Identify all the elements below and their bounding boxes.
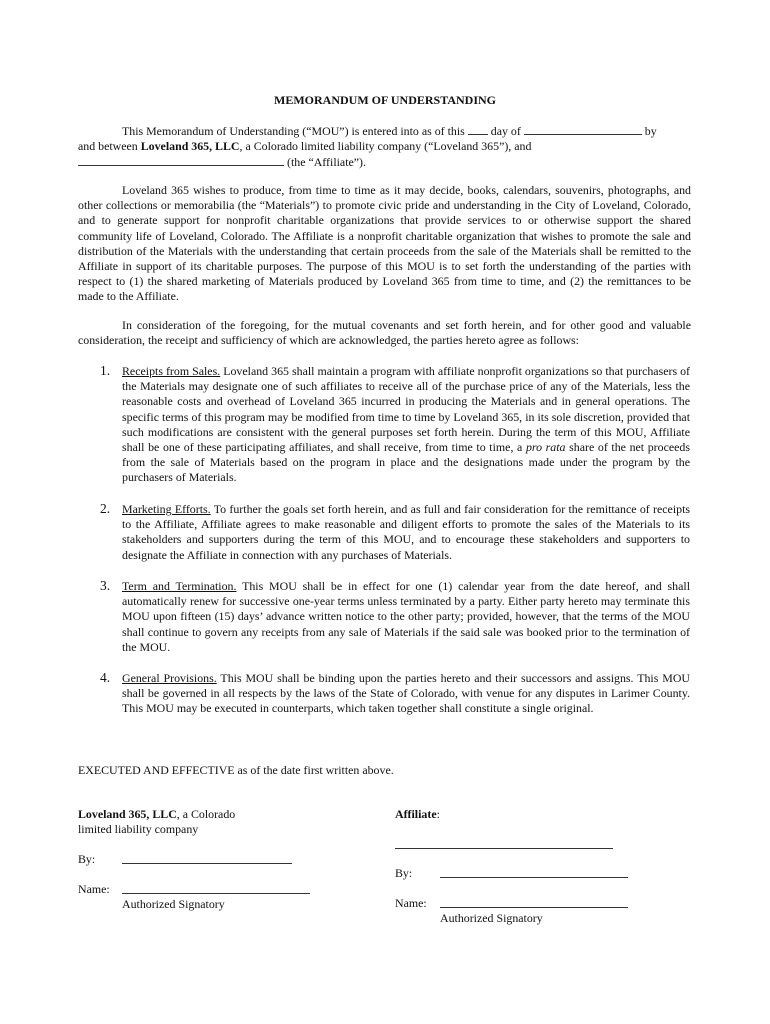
item-3-text: This MOU shall be in effect for one (1) calendar year from the date hereof, and shall automatically renew for successive one-year terms unless terminated by a party. Either party hereto may terminate this MOU upon fifteen (15) days’ advance written notice to the other party; provided, however, that the terms of the MOU shall continue to govern any receipts from any sale of Materials if the said sale was booked prior to the termination of the MOU.	[122, 579, 690, 654]
item-4-heading: General Provisions.	[122, 671, 217, 685]
signature-left-by-line[interactable]	[122, 863, 292, 864]
intro-text-2: day of	[490, 124, 521, 138]
signature-right-by-line[interactable]	[440, 877, 628, 878]
item-2-heading: Marketing Efforts.	[122, 502, 211, 516]
day-blank[interactable]	[468, 123, 488, 135]
item-3-heading: Term and Termination.	[122, 579, 237, 593]
recital-1: Loveland 365 wishes to produce, from time to time as it may decide, books, calendars, souvenirs, photographs, and other collections or memorabilia (the “Materials”) to promote civic pride and understanding in the City of Loveland, Colorado, and to generate support for nonprofit charitable organizations that provide services to or otherwise support the shared community life of Loveland, Colorado. The Affiliate is a nonprofit charitable organization that wishes to promote the sale and distribution of the Materials with the understanding that certain proceeds from the sale of the Materials shall be remitted to the Affiliate in support of its charitable purposes. The purpose of this MOU is to set forth the understanding of the parties with respect to (1) the shared marketing of Materials produced by Loveland 365 from time to time, and (2) the remittances to be made to the Affiliate.	[78, 183, 691, 304]
signature-right-label	[395, 807, 440, 822]
item-4-number: 4.	[100, 670, 111, 685]
signature-left-name-line[interactable]	[122, 893, 310, 894]
item-1-number: 1.	[100, 363, 111, 378]
intro-text-5: (the “Affiliate”).	[286, 155, 366, 170]
intro-paragraph	[78, 123, 691, 171]
document-title: MEMORANDUM OF UNDERSTANDING	[274, 93, 496, 107]
item-1-heading: Receipts from Sales.	[122, 364, 221, 378]
signature-left-name: Loveland 365, LLC	[78, 807, 177, 821]
intro-text-3a: by	[644, 124, 657, 138]
signature-left-name-label: Name:	[78, 882, 110, 896]
intro-text-1: This Memorandum of Understanding (“MOU”) is entered into as of this	[122, 124, 465, 138]
signature-left-by-label: By:	[78, 852, 96, 866]
signature-left-party	[78, 807, 235, 822]
item-3	[122, 579, 690, 655]
signature-left-authorized: Authorized Signatory	[122, 897, 225, 911]
item-1-text-b: share of the net proceeds from the sale of Materials based on the program in place and the designations made under the program by the purchasers of Materials.	[122, 440, 690, 485]
item-2-number: 2.	[100, 501, 111, 516]
signature-right-by-label: By:	[395, 866, 413, 880]
party-name: Loveland 365, LLC	[140, 139, 240, 154]
intro-and-between: and between	[78, 139, 141, 154]
executed-line: EXECUTED AND EFFECTIVE as of the date first written above.	[78, 763, 394, 777]
item-1-text-a: Loveland 365 shall maintain a program with affiliate nonprofit organizations so that purchasers of the Materials may designate one of such affiliates to receive all of the purchase price of any of the Materials, less the reasonable costs and overhead of Loveland 365 incurred in producing the Materials and in general operations. The specific terms of this program may be modified from time to time by Loveland 365, in its sole discretion, provided that such modifications are consistent with the general purposes set forth herein. During the term of this MOU, Affiliate shall be one of these participating affiliates, and shall receive, from time to time, a	[122, 364, 691, 455]
recital-2: In consideration of the foregoing, for the mutual covenants and set forth herein, and for other good and valuable consideration, the receipt and sufficiency of which are acknowledged, the parties hereto agree as follows:	[78, 318, 691, 348]
item-4	[122, 671, 690, 717]
item-1	[122, 364, 690, 486]
signature-right-name-label: Name:	[395, 896, 427, 910]
signature-right-authorized: Authorized Signatory	[440, 911, 543, 925]
affiliate-colon: :	[436, 807, 440, 821]
item-3-number: 3.	[100, 578, 111, 593]
item-4-text: This MOU shall be binding upon the parties hereto and their successors and assigns. This MOU shall be governed in all respects by the laws of the State of Colorado, with venue for any disputes in Larimer County. This MOU may be executed in counterparts, which taken together shall constitute a single original.	[122, 671, 690, 716]
item-2-text: To further the goals set forth herein, and as full and fair consideration for the remittance of receipts to the Affiliate, Affiliate agrees to make reasonable and diligent efforts to promote the sales of the Materials to its stakeholders and supporters during the term of this MOU, and to encourage these stakeholders and supporters to designate the Affiliate in connection with any purchases of Materials.	[122, 502, 690, 562]
item-1-italic: pro rata	[525, 440, 566, 455]
item-2	[122, 502, 690, 563]
month-blank[interactable]	[524, 123, 642, 135]
signature-right-affiliate-line[interactable]	[395, 848, 613, 849]
intro-text-4: , a Colorado limited liability company (“Loveland 365”), and	[239, 139, 532, 154]
signature-left-line2: limited liability company	[78, 822, 199, 836]
affiliate-name-blank[interactable]	[78, 154, 284, 166]
signature-left-name-rest: , a Colorado	[176, 807, 236, 821]
affiliate-label: Affiliate	[395, 807, 437, 821]
signature-right-name-line[interactable]	[440, 907, 628, 908]
